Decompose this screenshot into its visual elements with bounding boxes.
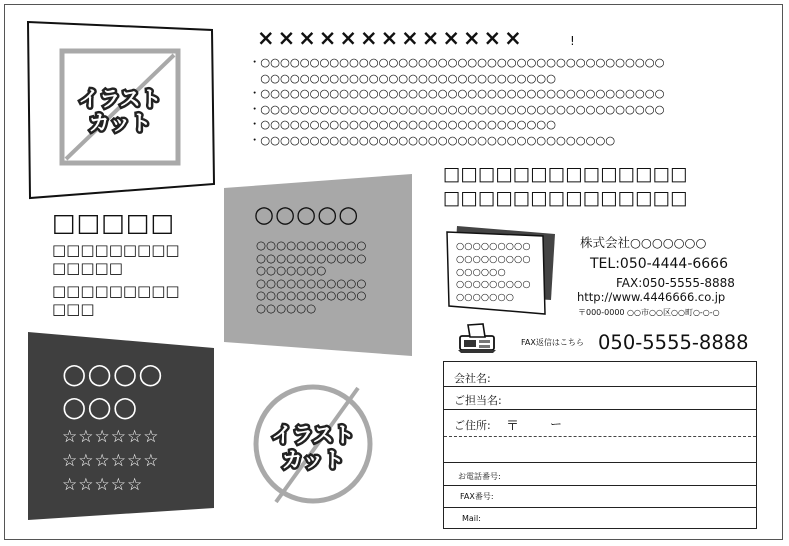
form-row-mail[interactable] — [444, 508, 756, 528]
fax-machine-icon — [456, 322, 498, 354]
dark-panel-stars: ☆☆☆☆☆☆ — [62, 427, 160, 447]
address-label: ご住所: — [454, 419, 491, 432]
illust-circle-line2: カット — [281, 448, 345, 472]
illust-label-line1: イラスト — [78, 87, 162, 111]
gray-panel-line: ○○○○○○○○○○○ — [256, 275, 367, 290]
headline: ××××××××××××× — [257, 26, 525, 50]
form-row-address-2[interactable] — [444, 437, 756, 463]
fax-sheet-line: ○○○○○○○○○ — [456, 279, 531, 291]
dark-panel-circles: ○○○ — [62, 390, 139, 423]
form-row-person[interactable] — [444, 387, 756, 410]
gray-panel-line: ○○○○○○○○○○○ — [256, 238, 367, 252]
fax-sheet-lines — [456, 242, 531, 306]
phone-label: お電話番号: — [458, 472, 501, 481]
company-address: 〒000-0000 ○○市○○区○○町○-○-○ — [578, 308, 720, 317]
form-row-fax[interactable] — [444, 486, 756, 508]
fax-reply-label: FAX返信はこちら — [521, 338, 584, 347]
fax-sheet-line: ○○○○○○○○○ — [456, 253, 531, 265]
bullet-line: ・○○○○○○○○○○○○○○○○○○○○○○○○○○○○○○○○○○○○○○○○○ — [249, 102, 665, 116]
dark-panel-stars: ☆☆☆☆☆ — [62, 475, 144, 495]
form-row-phone[interactable] — [444, 463, 756, 486]
company-fax: FAX:050-5555-8888 — [616, 276, 735, 290]
bullet-line: ・○○○○○○○○○○○○○○○○○○○○○○○○○○○○○○○○○○○○○○○○○ — [249, 56, 665, 69]
fax-sheet-line: ○○○○○○○ — [456, 292, 515, 304]
left-block-line: □□□□□□□□□ — [52, 241, 180, 259]
illust-label-line2: カット — [88, 111, 152, 135]
person-label: ご担当名: — [454, 394, 502, 407]
form-row-address[interactable] — [444, 410, 756, 437]
company-tel: TEL:050-4444-6666 — [590, 256, 728, 272]
fax-reply-number: 050-5555-8888 — [598, 331, 749, 354]
gray-panel-lines — [256, 240, 366, 316]
fax-number-label: FAX番号: — [460, 492, 494, 501]
bullet-line: ・○○○○○○○○○○○○○○○○○○○○○○○○○○○○○○○○○○○○○○○○○ — [249, 87, 665, 100]
headline-exclamation: ! — [570, 34, 575, 48]
reply-form — [443, 361, 757, 529]
no-illustration-icon — [58, 48, 184, 168]
fax-sheet-line: ○○○○○○ — [456, 266, 506, 278]
postal-dash: ー — [550, 417, 563, 431]
company-name: 株式会社○○○○○○○ — [580, 235, 707, 250]
company-url[interactable]: http://www.4446666.co.jp — [577, 290, 726, 304]
gray-panel-line: ○○○○○○○ — [256, 263, 327, 278]
bullet-line: ・○○○○○○○○○○○○○○○○○○○○○○○○○○○○○○ — [249, 118, 557, 131]
left-block-line: □□□□□□□□□ — [52, 282, 180, 300]
left-block-line: □□□ — [52, 300, 95, 318]
fax-sheet-line: ○○○○○○○○○ — [456, 241, 531, 252]
gray-panel-line: ○○○○○○ — [256, 300, 317, 315]
left-block-heading: □□□□□ — [52, 208, 176, 237]
illust-circle-line1: イラスト — [271, 423, 355, 447]
dark-panel-circles: ○○○○ — [62, 357, 164, 390]
right-squares-line: □□□□□□□□□□□□□□ — [443, 164, 688, 185]
bullet-list — [249, 57, 664, 150]
bullet-line: ・○○○○○○○○○○○○○○○○○○○○○○○○○○○○○○○○○○○○ — [249, 133, 616, 147]
mail-label: Mail: — [462, 514, 481, 523]
bullet-line: ○○○○○○○○○○○○○○○○○○○○○○○○○○○○○○ — [249, 71, 557, 85]
company-label: 会社名: — [454, 372, 491, 385]
gray-panel-heading: ○○○○○ — [254, 202, 360, 228]
dark-panel-stars: ☆☆☆☆☆☆ — [62, 451, 160, 471]
left-block-line: □□□□□ — [52, 259, 123, 277]
gray-panel-line: ○○○○○○○○○○○ — [256, 288, 367, 303]
no-illustration-circle-icon — [250, 372, 376, 516]
postal-mark: 〒 — [506, 419, 520, 434]
gray-panel-line: ○○○○○○○○○○○ — [256, 250, 367, 265]
right-squares-line: □□□□□□□□□□□□□□ — [443, 188, 688, 209]
form-row-company[interactable] — [444, 362, 756, 387]
